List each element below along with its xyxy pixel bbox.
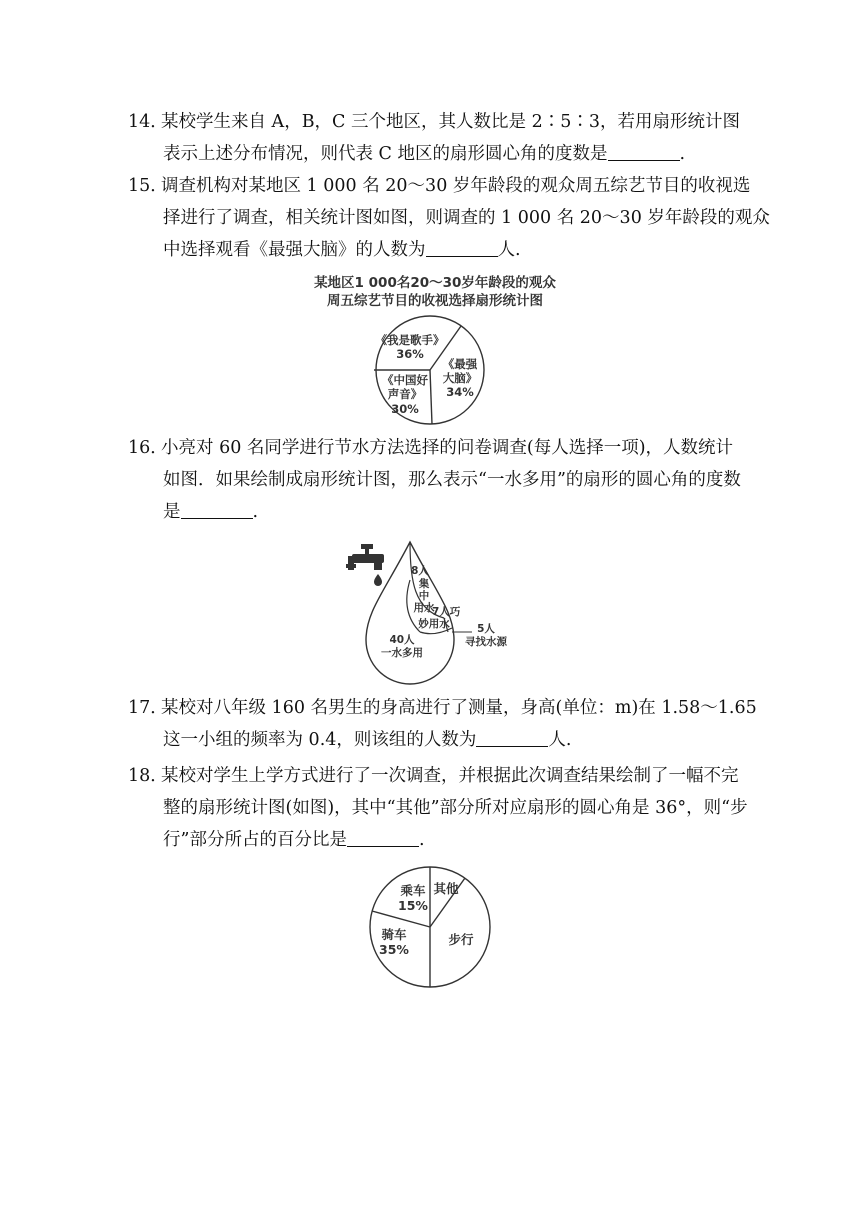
- question-14: 14．某校学生来自 A，B，C 三个地区，其人数比是 2∶5∶3，若用扇形统计图 表示上述分布情况，则代表 C 地区的扇形圆心角的度数是 .: [128, 106, 738, 170]
- slice-label: 《最强: [442, 357, 478, 371]
- slice-label: 骑车: [381, 927, 407, 942]
- answer-blank[interactable]: [426, 238, 498, 257]
- slice-label: 《中国好: [382, 373, 428, 387]
- segment-label: 中: [418, 590, 430, 602]
- segment-label: 40人: [389, 634, 415, 646]
- faucet-icon: [346, 544, 384, 586]
- question-text: 某校对八年级 160 名男生的身高进行了测量，身高(单位：m)在 1.58～1.65: [161, 698, 757, 718]
- question-number: 14．: [128, 112, 168, 132]
- pie-divider: [372, 911, 430, 927]
- pie-divider: [430, 370, 432, 424]
- question-text: 某校学生来自 A，B，C 三个地区，其人数比是 2∶5∶3，若用扇形统计图: [161, 112, 740, 132]
- question-number: 17．: [128, 698, 168, 718]
- question-text: 调查机构对某地区 1 000 名 20～30 岁年龄段的观众周五综艺节目的收视选: [161, 176, 751, 196]
- question-text: 如图．如果绘制成扇形统计图，那么表示“一水多用”的扇形的圆心角的度数: [163, 470, 741, 490]
- slice-label: 《我是歌手》: [375, 333, 445, 347]
- segment-label: 妙用水: [418, 618, 450, 630]
- answer-blank[interactable]: [608, 142, 680, 161]
- slice-label: 其他: [433, 881, 459, 896]
- question-text: 表示上述分布情况，则代表 C 地区的扇形圆心角的度数是: [163, 144, 608, 164]
- water-saving-figure: [344, 540, 524, 685]
- segment-label: 5人: [477, 623, 495, 635]
- question-text: 中选择观看《最强大脑》的人数为: [163, 240, 426, 260]
- question-text: 小亮对 60 名同学进行节水方法选择的问卷调查(每人选择一项)，人数统计: [161, 438, 734, 458]
- question-text: 择进行了调查，相关统计图如图，则调查的 1 000 名 20～30 岁年龄段的观众: [163, 208, 770, 228]
- slice-label: 乘车: [400, 883, 426, 898]
- question-text: 是: [163, 502, 181, 522]
- segment-label: 集: [418, 578, 430, 590]
- slice-value: 30%: [391, 402, 419, 416]
- question-16: 16．小亮对 60 名同学进行节水方法选择的问卷调查(每人选择一项)，人数统计 如图．如果绘制成扇形统计图，那么表示“一水多用”的扇形的圆心角的度数 是 .: [128, 432, 738, 528]
- answer-blank[interactable]: [181, 500, 253, 519]
- slice-label: 声音》: [387, 387, 423, 401]
- question-17: 17．某校对八年级 160 名男生的身高进行了测量，身高(单位：m)在 1.58～1.65 这一小组的频率为 0.4，则该组的人数为 人.: [128, 692, 738, 756]
- question-text: 整的扇形统计图(如图)，其中“其他”部分所对应扇形的圆心角是 36°，则“步: [163, 798, 748, 818]
- segment-label: 8人: [411, 565, 429, 577]
- slice-value: 15%: [398, 898, 428, 913]
- slice-value: 35%: [379, 942, 409, 957]
- question-15: 15．调查机构对某地区 1 000 名 20～30 岁年龄段的观众周五综艺节目的收视选 择进行了调查，相关统计图如图，则调查的 1 000 名 20～30 岁年龄段的观众 中选择观看《最强大脑》的人数为 人.: [128, 170, 738, 266]
- segment-label: 一水多用: [381, 647, 423, 659]
- question-text: 行”部分所占的百分比是: [163, 830, 347, 850]
- question-text: 这一小组的频率为 0.4，则该组的人数为: [163, 730, 477, 750]
- answer-blank[interactable]: [476, 728, 548, 747]
- question-18: 18．某校对学生上学方式进行了一次调查，并根据此次调查结果绘制了一幅不完 整的扇形统计图(如图)，其中“其他”部分所对应扇形的圆心角是 36°，则“步 行”部分所占的百分比是 .: [128, 760, 738, 856]
- segment-label: 用水: [413, 602, 435, 614]
- commute-pie-chart: [367, 864, 493, 990]
- slice-label: 步行: [448, 932, 474, 947]
- question-number: 18．: [128, 766, 168, 786]
- question-text: 某校对学生上学方式进行了一次调查，并根据此次调查结果绘制了一幅不完: [161, 766, 739, 786]
- question-number: 16．: [128, 438, 168, 458]
- segment-label: 寻找水源: [465, 636, 507, 648]
- slice-value: 36%: [396, 347, 424, 361]
- question-number: 15．: [128, 176, 168, 196]
- viewing-choice-pie-chart: [370, 314, 490, 426]
- chart-title: 某地区1 000名20～30岁年龄段的观众 周五综艺节目的收视选择扇形统计图: [314, 275, 556, 309]
- slice-label: 大脑》: [442, 371, 478, 385]
- segment-label: 7人巧: [432, 606, 461, 618]
- answer-blank[interactable]: [347, 828, 419, 847]
- slice-value: 34%: [446, 385, 474, 399]
